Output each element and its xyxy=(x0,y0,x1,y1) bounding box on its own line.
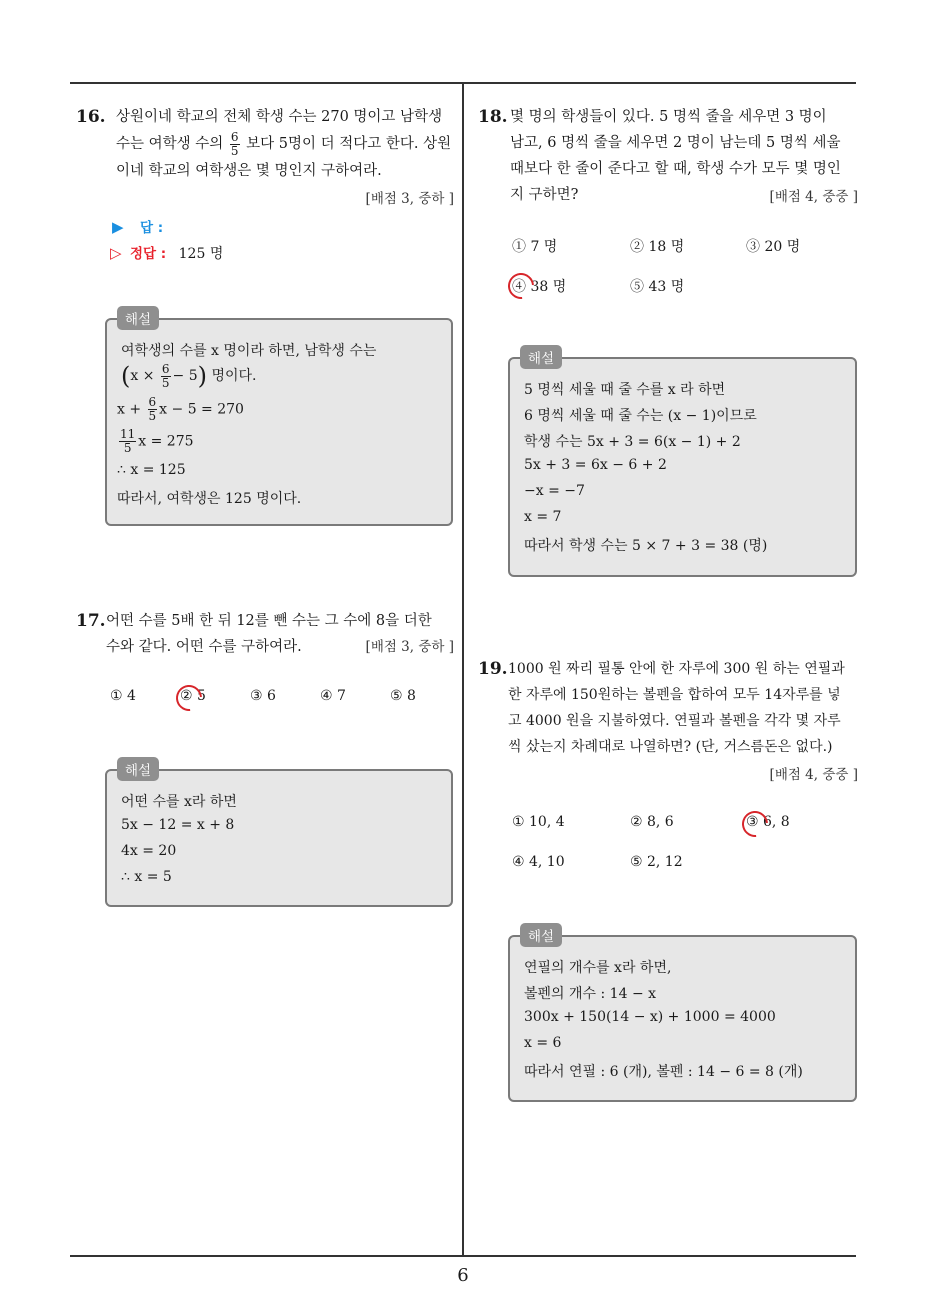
answer-circle-icon xyxy=(503,268,540,305)
choices-17 xyxy=(110,688,450,712)
question-number: 17. xyxy=(76,611,106,631)
question-line: 이네 학교의 여학생은 몇 명인지 구하여라. xyxy=(116,163,382,179)
correct-marker-icon: ▷ xyxy=(110,244,122,262)
question-text xyxy=(508,656,858,760)
solution-tag: 해설 xyxy=(117,757,159,781)
right-column xyxy=(478,104,858,1104)
question-number: 19. xyxy=(478,659,508,679)
answer-marker-icon: ▶ xyxy=(112,218,124,236)
solution-tag: 해설 xyxy=(520,345,562,369)
solution-box-16 xyxy=(105,312,453,526)
solution-line: 학생 수는 5x + 3 = 6(x − 1) + 2 xyxy=(524,434,741,450)
solution-line: 여학생의 수를 x 명이라 하면, 남학생 수는 xyxy=(121,343,377,359)
solution-line: −x = −7 xyxy=(524,483,585,499)
choice-4[interactable]: ④ 7 xyxy=(320,688,346,704)
fraction-numerator: 6 xyxy=(161,361,170,376)
solution-line: 따라서 연필 : 6 (개), 볼펜 : 14 − 6 = 8 (개) xyxy=(524,1064,803,1080)
choice-1[interactable]: ① 4 xyxy=(110,688,136,704)
correct-answer-value: 125 명 xyxy=(178,246,224,262)
question-line: 고 4000 원을 지불하였다. 연필과 볼펜을 각각 몇 자루 xyxy=(508,713,841,729)
solution-box-18 xyxy=(508,351,857,577)
solution-box-17 xyxy=(105,763,453,907)
solution-line: 5x − 12 = x + 8 xyxy=(121,817,235,833)
question-line: 어떤 수를 5배 한 뒤 12를 뺀 수는 그 수에 8을 더한 xyxy=(106,613,432,629)
choice-5[interactable]: ⑤ 43 명 xyxy=(630,279,685,295)
choice-4[interactable]: ④ 38 명 xyxy=(512,279,567,295)
solution-line: 연필의 개수를 x라 하면, xyxy=(524,960,672,976)
question-line: 1000 원 짜리 필통 안에 한 자루에 300 원 하는 연필과 xyxy=(508,661,845,677)
choice-1[interactable]: ① 10, 4 xyxy=(512,814,565,830)
question-line: 남고, 6 명씩 줄을 세우면 2 명이 남는데 5 명씩 세울 xyxy=(510,135,841,151)
question-19 xyxy=(478,656,858,788)
choice-4[interactable]: ④ 4, 10 xyxy=(512,854,565,870)
correct-answer-label: 정답 : xyxy=(130,246,167,262)
fraction-denominator: 5 xyxy=(230,143,239,158)
solution-line: 4x = 20 xyxy=(121,843,177,859)
question-text xyxy=(116,104,454,184)
fraction-denominator: 5 xyxy=(148,409,157,423)
solution-line xyxy=(117,396,244,423)
solution-line xyxy=(117,428,194,455)
solution-line: (x × $\frac{6}{5}$ − 5) 명이다. xyxy=(121,361,257,390)
solution-box-19 xyxy=(508,929,857,1102)
solution-line: 5x + 3 = 6x − 6 + 2 xyxy=(524,457,667,473)
score-label: [배점 3, 중하 ] xyxy=(365,639,454,655)
choice-3[interactable]: ③ 20 명 xyxy=(746,239,801,255)
solution-line: x = 6 xyxy=(524,1035,562,1051)
choice-5[interactable]: ⑤ 2, 12 xyxy=(630,854,683,870)
solution-line: 6 명씩 세울 때 줄 수는 (x − 1)이므로 xyxy=(524,408,757,424)
fraction xyxy=(119,428,136,455)
solution-fragment: x × xyxy=(130,368,155,384)
score-label: [배점 3, 중하 ] xyxy=(365,191,454,207)
solution-line: ∴ x = 5 xyxy=(121,869,172,885)
fraction-numerator: 6 xyxy=(230,129,239,144)
choice-3[interactable]: ③ 6, 8 xyxy=(746,814,790,830)
choice-1[interactable]: ① 7 명 xyxy=(512,239,558,255)
choice-3[interactable]: ③ 6 xyxy=(250,688,276,704)
choice-2[interactable]: ② 5 xyxy=(180,688,206,704)
answer-circle-icon xyxy=(171,680,208,717)
question-line: 지 구하면? xyxy=(510,187,579,203)
fraction xyxy=(161,363,171,390)
choices-19 xyxy=(512,814,852,878)
question-line: 수와 같다. 어떤 수를 구하여라. xyxy=(106,639,302,655)
choice-2[interactable]: ② 8, 6 xyxy=(630,814,674,830)
solution-tag: 해설 xyxy=(520,923,562,947)
fraction xyxy=(230,131,240,158)
fraction-numerator: 6 xyxy=(148,395,157,409)
question-line: 한 자루에 150원하는 볼펜을 합하여 모두 14자루를 넣 xyxy=(508,687,841,703)
solution-fragment: − 5 xyxy=(172,368,198,384)
question-number: 18. xyxy=(478,107,508,127)
solution-fragment: x = 275 xyxy=(138,433,194,450)
question-line: 상원이네 학교의 전체 학생 수는 270 명이고 남학생 xyxy=(116,109,443,125)
question-line: 씩 샀는지 차례대로 나열하면? (단, 거스름돈은 없다.) xyxy=(508,739,833,755)
solution-fragment: x + xyxy=(117,401,142,418)
solution-line: 어떤 수를 x라 하면 xyxy=(121,794,237,810)
page-number: 6 xyxy=(457,1265,469,1286)
score-label: [배점 4, 중중 ] xyxy=(769,767,858,783)
solution-line: 따라서, 여학생은 125 명이다. xyxy=(117,491,302,507)
question-18 xyxy=(478,104,858,214)
column-divider xyxy=(462,82,464,1257)
fraction-numerator: 11 xyxy=(120,427,136,441)
left-column xyxy=(76,104,454,924)
choices-18 xyxy=(512,236,852,300)
correct-answer-row xyxy=(110,242,223,263)
choice-2[interactable]: ② 18 명 xyxy=(630,239,685,255)
solution-line: 5 명씩 세울 때 줄 수를 x 라 하면 xyxy=(524,382,726,398)
solution-tag: 해설 xyxy=(117,306,159,330)
fraction-denominator: 5 xyxy=(123,441,132,455)
solution-line: 따라서 학생 수는 5 × 7 + 3 = 38 (명) xyxy=(524,538,768,554)
question-line: 몇 명의 학생들이 있다. 5 명씩 줄을 세우면 3 명이 xyxy=(510,109,827,125)
solution-fragment: 명이다. xyxy=(211,368,257,384)
solution-line: x = 7 xyxy=(524,509,562,525)
solution-line: ∴ x = 125 xyxy=(117,462,186,478)
question-number: 16. xyxy=(76,107,106,127)
answer-circle-icon xyxy=(737,806,774,843)
question-fragment: 보다 5명이 더 적다고 한다. 상원 xyxy=(246,136,452,152)
solution-fragment: x − 5 = 270 xyxy=(159,401,244,418)
score-label: [배점 4, 중중 ] xyxy=(769,189,858,205)
fraction-denominator: 5 xyxy=(161,375,170,390)
question-line: 때보다 한 줄이 준다고 할 때, 학생 수가 모두 몇 명인 xyxy=(510,161,841,177)
question-16 xyxy=(76,104,454,214)
question-line xyxy=(116,130,454,158)
solution-line: 300x + 150(14 − x) + 1000 = 4000 xyxy=(524,1009,776,1025)
answer-label: 답 : xyxy=(140,220,164,236)
solution-line: 볼펜의 개수 : 14 − x xyxy=(524,986,657,1002)
choice-5[interactable]: ⑤ 8 xyxy=(390,688,416,704)
question-17 xyxy=(76,608,454,668)
fraction xyxy=(148,396,158,423)
answer-row xyxy=(112,216,163,236)
bottom-rule xyxy=(70,1255,856,1257)
question-fragment: 수는 여학생 수의 xyxy=(116,136,224,152)
